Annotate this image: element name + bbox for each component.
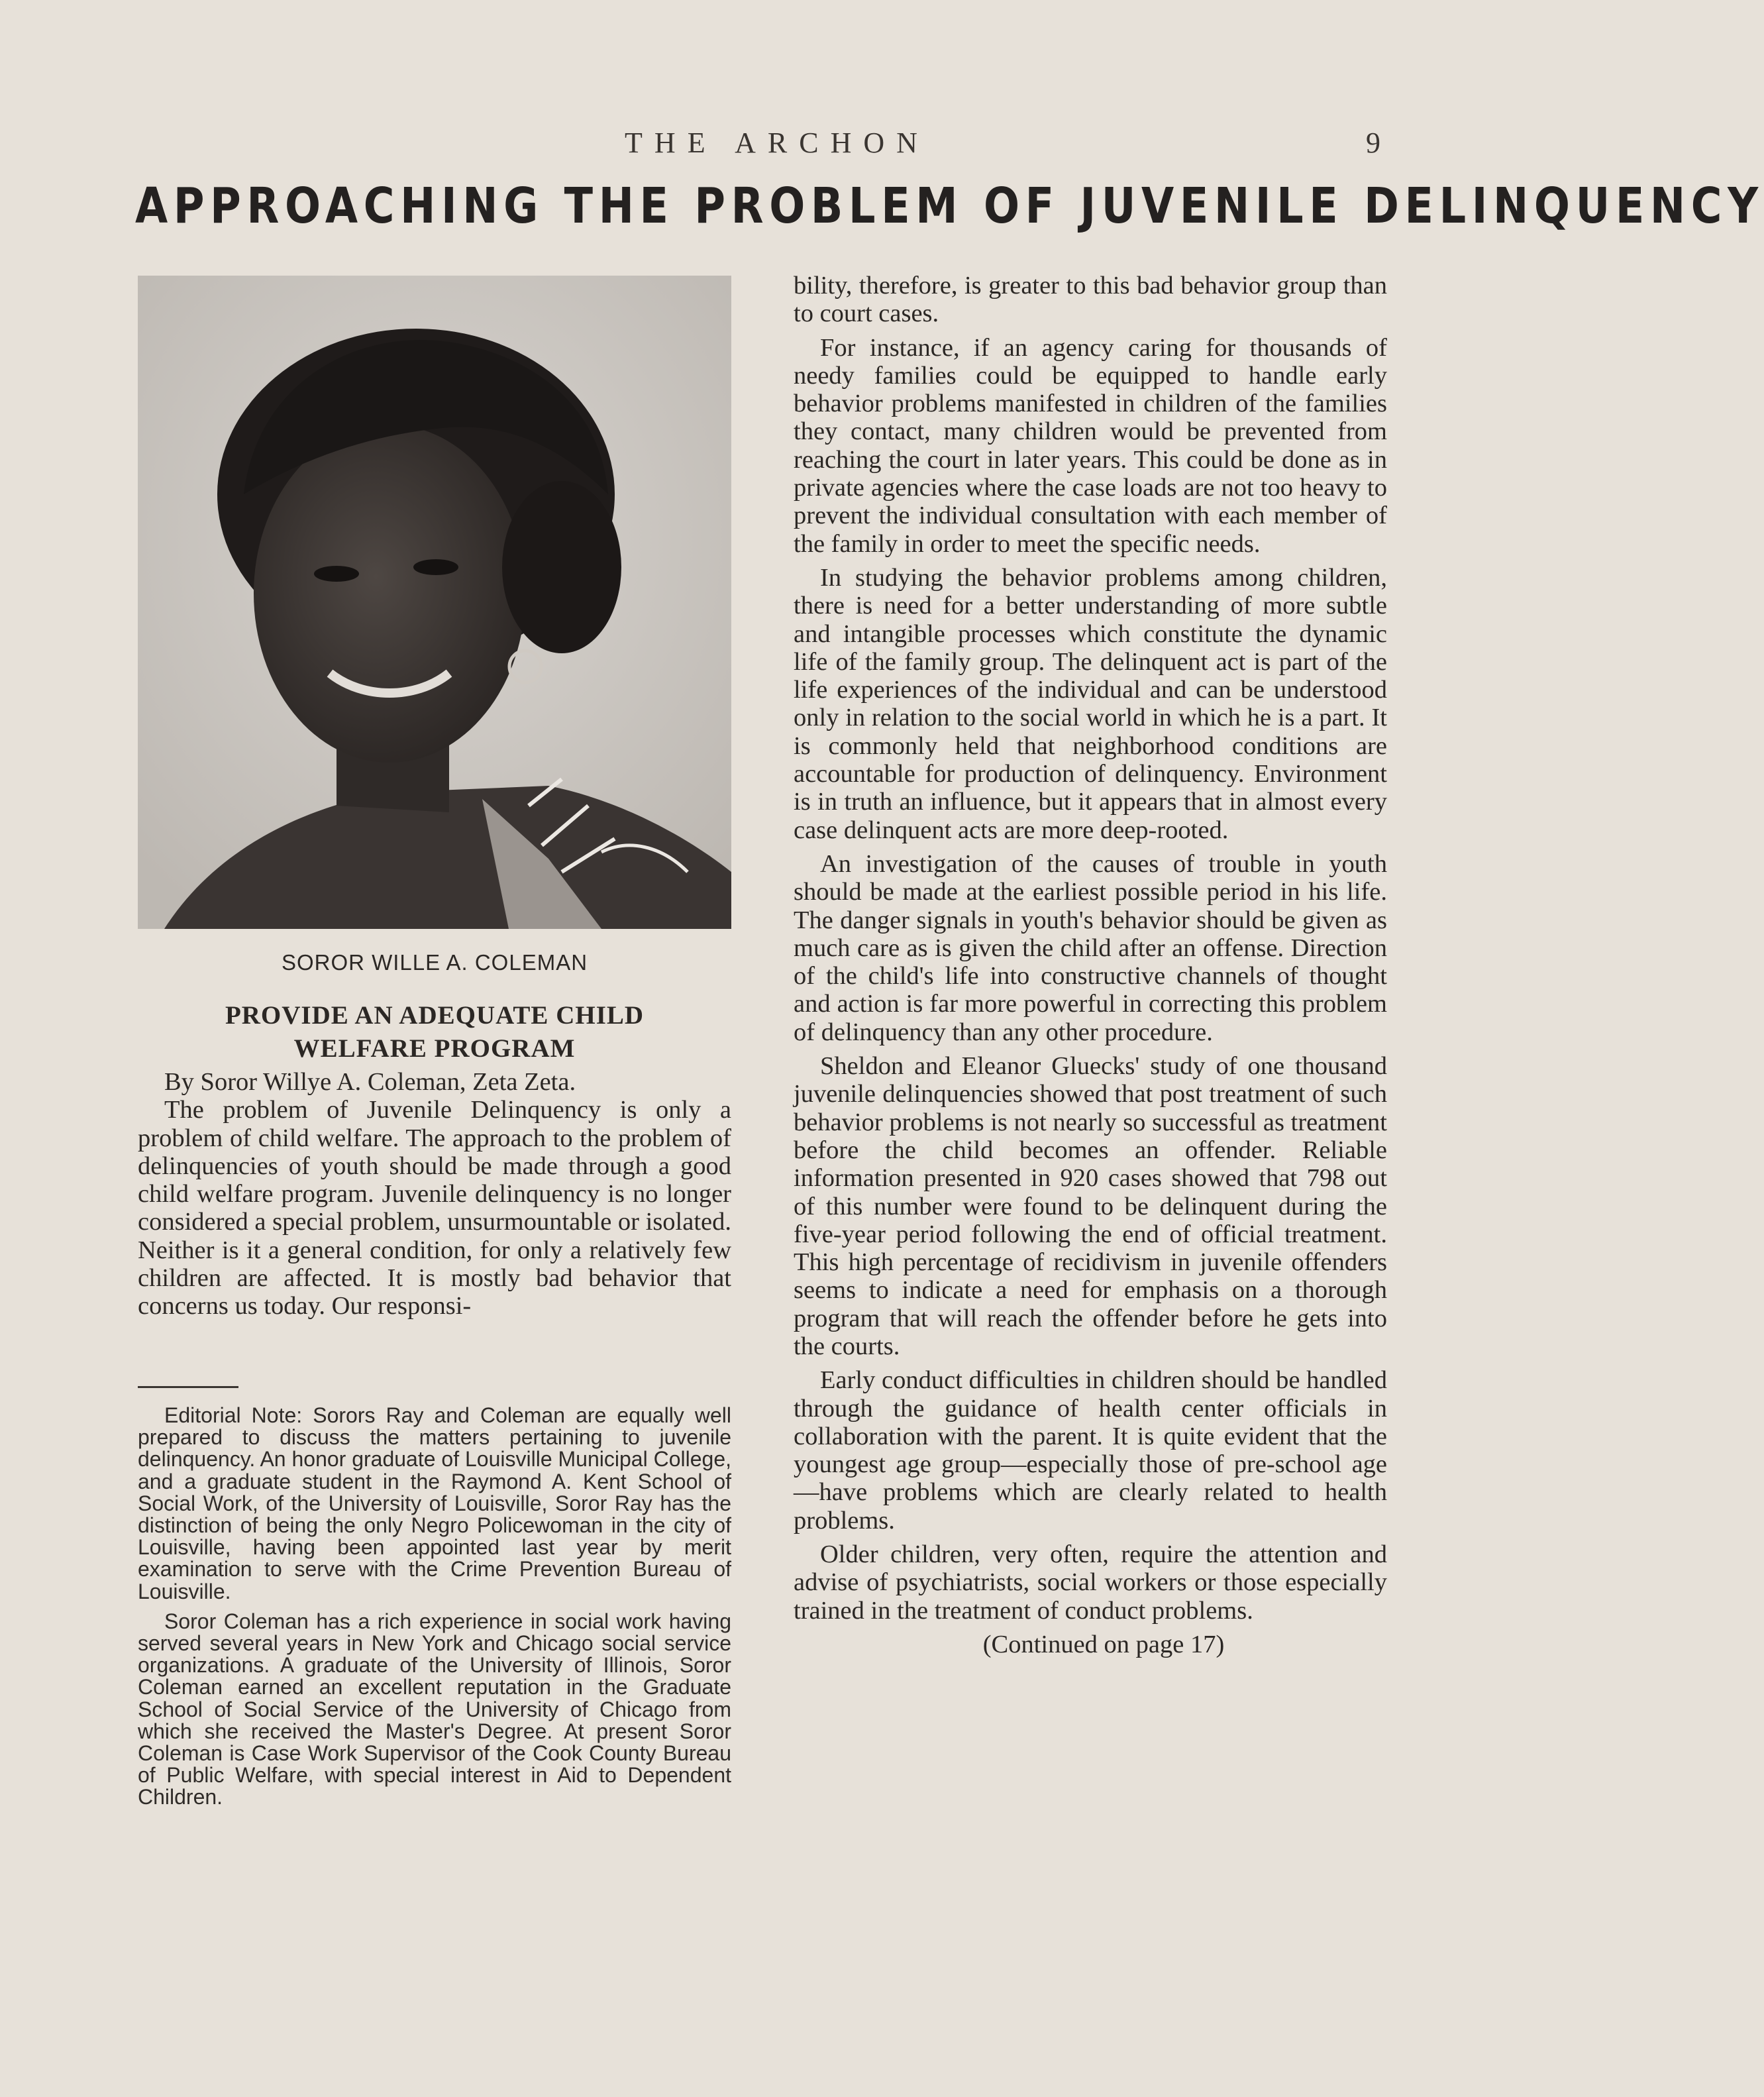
portrait-illustration — [138, 276, 731, 929]
editorial-note-paragraph: Soror Coleman has a rich experience in social work having served several years in New York and Chicago social service organizations. A graduate of the University of Illinois, Soror Coleman earned an excellent reputation in the Graduate School of Social Service of the University of Chicago from which she received the Master's Degree. At present Soror Coleman is Case Work Supervisor of the Cook County Bureau of Public Welfare, with special interest in Aid to Dependent Children. — [138, 1609, 731, 1809]
left-column-body — [138, 1068, 731, 1320]
body-paragraph: For instance, if an agency caring for thousands of needy families could be equipped to handle early behavior problems manifested in children of the families they contact, many children would be prevented from reaching the court in later years. This could be done as in private agencies where the case loads are not too heavy to prevent the individual consultation with each member of the family in order to meet the specific needs. — [794, 333, 1387, 558]
article-headline: APPROACHING THE PROBLEM OF JUVENILE DELINQUENCY — [135, 178, 1764, 235]
page-number: 9 — [1366, 127, 1380, 159]
editorial-note-paragraph: Editorial Note: Sorors Ray and Coleman are equally well prepared to discuss the matters pertaining to juvenile delinquency. An honor graduate of Louisville Municipal College, and a graduate student in the Raymond A. Kent School of Social Work, of the University of Louisville, Soror Ray has the distinction of being the only Negro Policewoman in the city of Louisville, having been appointed last year by merit examination to serve with the Crime Prevention Bureau of Louisville. — [138, 1403, 731, 1603]
body-paragraph: Sheldon and Eleanor Gluecks' study of one thousand juvenile delinquencies showed that post treatment of such behavior problems is not nearly so successful as treatment before the child becomes an offender. Reliable information presented in 920 cases showed that 798 out of this number were found to be delinquent during the five-year period following the end of official treatment. This high percentage of recidivism in juvenile offenders seems to indicate a need for emphasis on a thorough program that will reach the offender before he gets into the courts. — [794, 1052, 1387, 1360]
article-subhead — [138, 999, 731, 1065]
photo-caption: SOROR WILLE A. COLEMAN — [281, 950, 588, 975]
portrait-photo — [138, 276, 731, 929]
body-paragraph: Early conduct difficulties in children should be handled through the guidance of health center officials in collaboration with the parent. It is quite evident that the youngest age group—especially those of pre-school age—have problems which are clearly related to health problems. — [794, 1366, 1387, 1534]
byline: By Soror Willye A. Coleman, Zeta Zeta. — [164, 1068, 576, 1096]
body-paragraph: bility, therefore, is greater to this bad behavior group than to court cases. — [794, 272, 1387, 328]
body-paragraph: Older children, very often, require the attention and advise of psychiatrists, social workers or those especially trained in the treatment of conduct problems. — [794, 1540, 1387, 1625]
continued-notice: (Continued on page 17) — [982, 1630, 1225, 1658]
body-paragraph: In studying the behavior problems among children, there is need for a better understanding of more subtle and intangible processes which constitute the dynamic life of the family group. The delinquent act is part of the life experiences of the individual and can be understood only in relation to the social world in which he is a part. It is commonly held that neighborhood conditions are accountable for production of delinquency. Environment is in truth an influence, but it appears that in almost every case delinquent acts are more deep-rooted. — [794, 563, 1387, 844]
right-column-body — [794, 272, 1387, 1664]
footnote-divider — [138, 1386, 238, 1388]
subhead-line-1: PROVIDE AN ADEQUATE CHILD — [225, 1001, 645, 1030]
body-paragraph: An investigation of the causes of trouble in youth should be made at the earliest possible period in his life. The danger signals in youth's behavior should be given as much care as is given the child after an offense. Direction of the child's life into constructive channels of thought and action is far more powerful in correcting this problem of delinquency than any other procedure. — [794, 849, 1387, 1046]
subhead-line-2: WELFARE PROGRAM — [293, 1034, 576, 1063]
editorial-note — [138, 1405, 731, 1817]
running-title: THE ARCHON — [625, 127, 929, 159]
body-paragraph: The problem of Juvenile Delinquency is only a problem of child welfare. The approach to the problem of delinquencies of youth should be made through a good child welfare program. Juvenile delinquency is no longer considered a special problem, unsurmountable or isolated. Neither is it a general condition, for only a relatively few children are affected. It is mostly bad behavior that concerns us today. Our responsi- — [138, 1096, 731, 1320]
